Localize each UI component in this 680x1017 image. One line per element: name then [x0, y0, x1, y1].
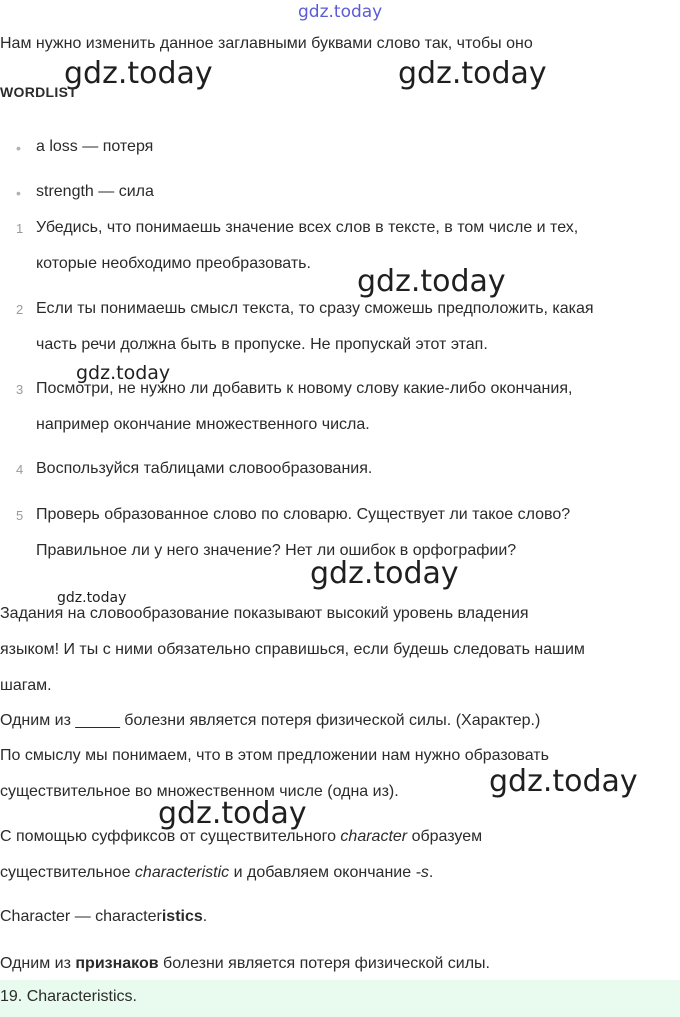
result-sentence	[0, 955, 490, 973]
site-watermark-top: gdz.today	[298, 2, 383, 22]
bullet-icon: •	[16, 140, 21, 156]
step-line: Убедись, что понимаешь значение всех слов в тексте, в том числе и тех,	[36, 219, 579, 236]
paragraph-line: языком! И ты с ними обязательно справишься, если будешь следовать нашим	[0, 641, 585, 658]
suffix-line-end: образуем	[407, 828, 483, 845]
step-number: 5	[16, 508, 24, 523]
step-line: Если ты понимаешь смысл текста, то сразу сможешь предположить, какая	[36, 300, 594, 317]
step-number: 3	[16, 382, 24, 397]
answer-text: 19. Characteristics.	[0, 988, 137, 1005]
step-line: например окончание множественного числа.	[36, 416, 370, 433]
watermark: gdz.today	[76, 362, 171, 384]
intro-text: Нам нужно изменить данное заглавными буквами слово так, чтобы оно	[0, 35, 533, 52]
word-character: character	[340, 828, 408, 845]
step-number: 4	[16, 462, 24, 477]
step-line: Правильное ли у него значение? Нет ли ошибок в орфографии?	[36, 542, 517, 559]
suffix-line	[0, 864, 433, 882]
wordlist-item: strength — сила	[36, 183, 154, 200]
derivation-start: Character — character	[0, 908, 162, 925]
suffix-line-start: существительное	[0, 864, 135, 881]
suffix-line	[0, 828, 482, 846]
watermark: gdz.today	[310, 556, 459, 591]
paragraph-line: шагам.	[0, 677, 52, 694]
paragraph-line: Задания на словообразование показывают высокий уровень владения	[0, 605, 529, 622]
watermark: gdz.today	[64, 56, 213, 91]
watermark: gdz.today	[57, 590, 127, 606]
task-sentence: Одним из _____ болезни является потеря физической силы. (Характер.)	[0, 712, 541, 729]
result-start: Одним из	[0, 955, 76, 972]
watermark: gdz.today	[158, 796, 307, 831]
derivation-line	[0, 908, 207, 926]
suffix-line-start: С помощью суффиксов от существительного	[0, 828, 341, 845]
watermark: gdz.today	[357, 264, 506, 299]
step-line: Проверь образованное слово по словарю. Существует ли такое слово?	[36, 506, 571, 523]
step-line: часть речи должна быть в пропуске. Не пропускай этот этап.	[36, 336, 488, 353]
wordlist-heading: WORDLIST	[0, 84, 78, 100]
bullet-icon: •	[16, 185, 21, 201]
result-answer-word: признаков	[75, 955, 159, 972]
derivation-suffix: istics	[161, 908, 203, 925]
derivation-end: .	[202, 908, 208, 925]
suffix-line-end: .	[428, 864, 434, 881]
wordlist-item: a loss — потеря	[36, 138, 154, 155]
step-line: Посмотри, не нужно ли добавить к новому слову какие-либо окончания,	[36, 380, 573, 397]
explanation-line: существительное во множественном числе (одна из).	[0, 783, 399, 800]
watermark: gdz.today	[489, 764, 638, 799]
watermark: gdz.today	[398, 56, 547, 91]
result-end: болезни является потеря физической силы.	[158, 955, 490, 972]
step-number: 1	[16, 221, 24, 236]
step-number: 2	[16, 302, 24, 317]
step-line: которые необходимо преобразовать.	[36, 255, 311, 272]
ending-s: -s	[415, 864, 429, 881]
answer-box	[0, 980, 680, 1017]
step-line: Воспользуйся таблицами словообразования.	[36, 460, 373, 477]
suffix-line-middle: и добавляем окончание	[229, 864, 416, 881]
explanation-line: По смыслу мы понимаем, что в этом предложении нам нужно образовать	[0, 747, 549, 764]
word-characteristic: characteristic	[134, 864, 230, 881]
